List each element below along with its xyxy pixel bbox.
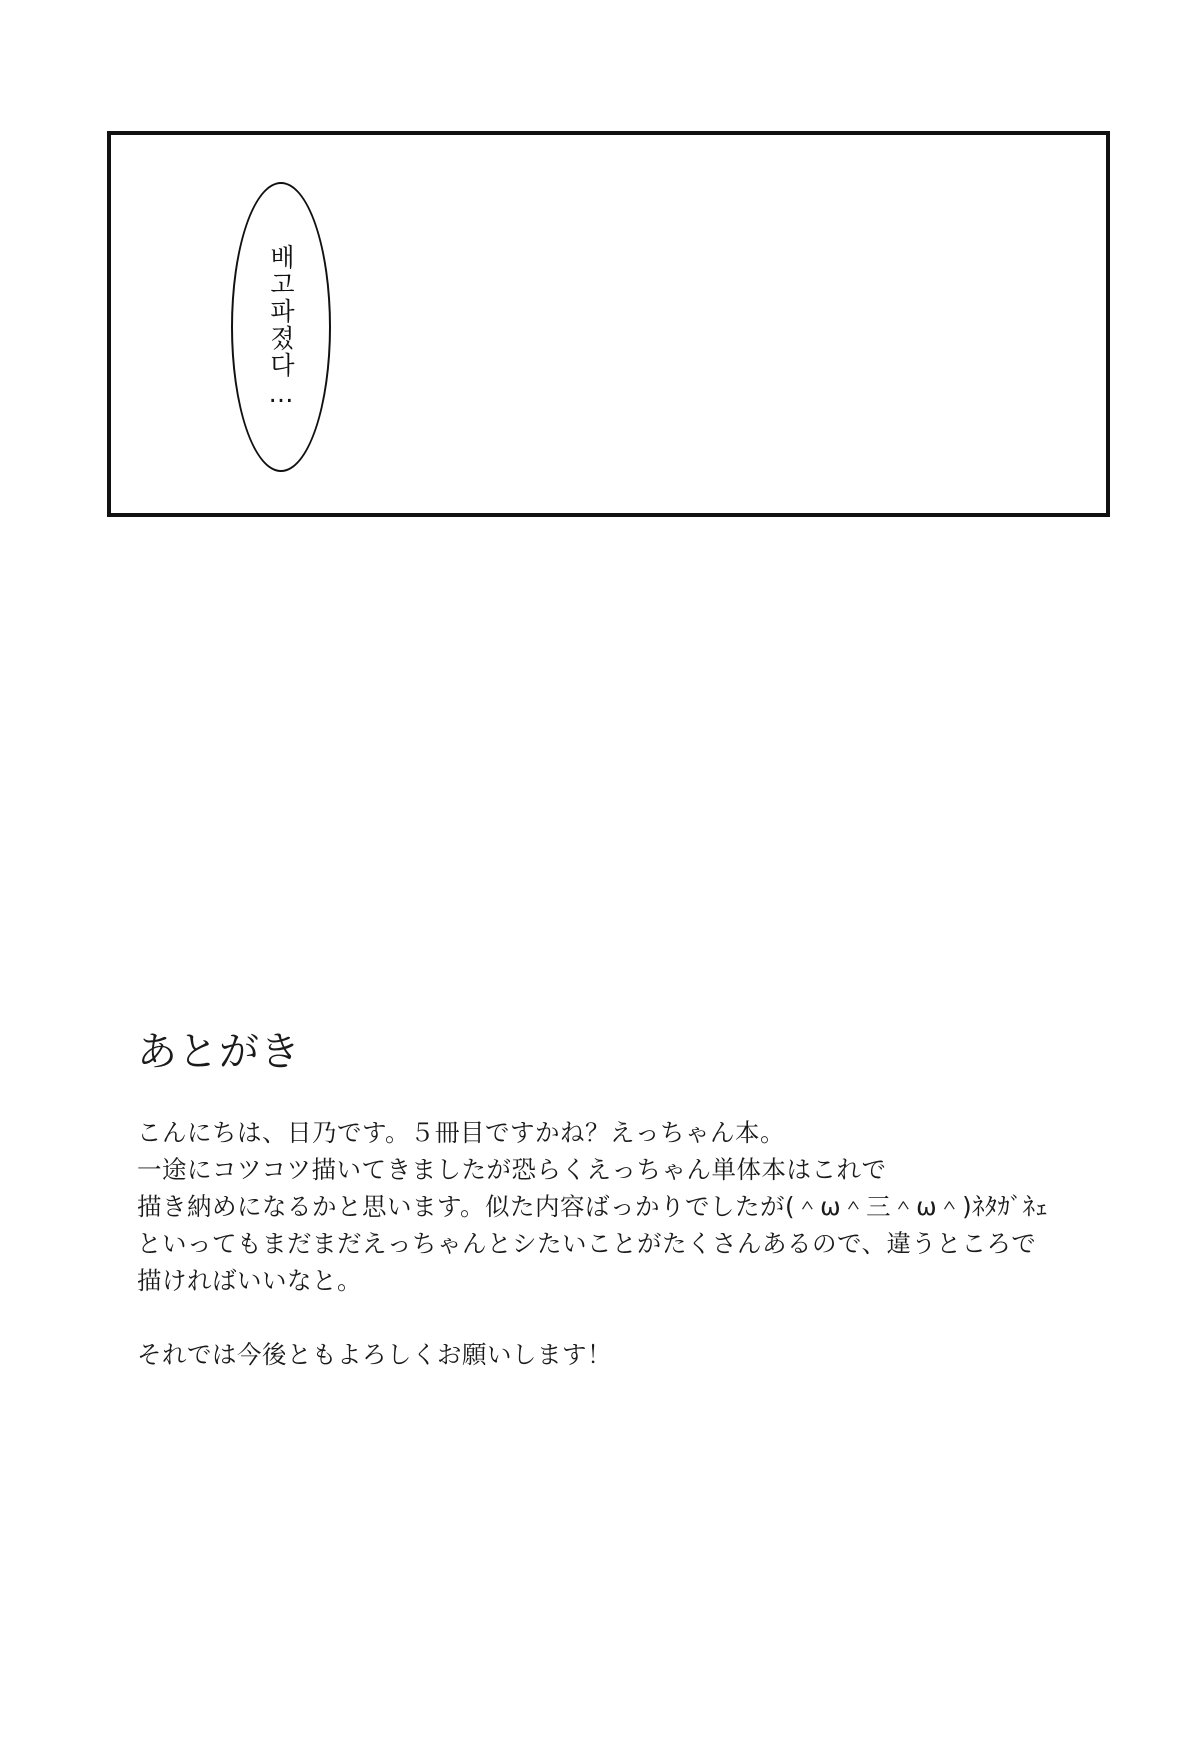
- speech-bubble-text: 배고파졌다…: [266, 244, 296, 410]
- afterword-line: こんにちは、日乃です。５冊目ですかね？えっちゃん本。: [137, 1118, 786, 1147]
- afterword-line: 描き納めになるかと思います。似た内容ばっかりでしたが(＾ω＾三＾ω＾)ﾈﾀｶﾞﾈｪ: [137, 1192, 1049, 1221]
- comic-panel: [107, 131, 1110, 517]
- afterword-closing: それでは今後ともよろしくお願いします！: [137, 1340, 612, 1369]
- afterword-title: あとがき: [137, 1029, 301, 1075]
- afterword-line: といってもまだまだえっちゃんとシたいことがたくさんあるので、違うところで: [137, 1229, 1037, 1258]
- afterword-line: 一途にコツコツ描いてきましたが恐らくえっちゃん単体本はこれで: [137, 1155, 887, 1184]
- afterword-line: 描ければいいなと。: [137, 1266, 362, 1295]
- speech-bubble: [231, 182, 331, 472]
- afterword-section: [137, 1030, 1117, 1373]
- paragraph-gap: [137, 1299, 1117, 1336]
